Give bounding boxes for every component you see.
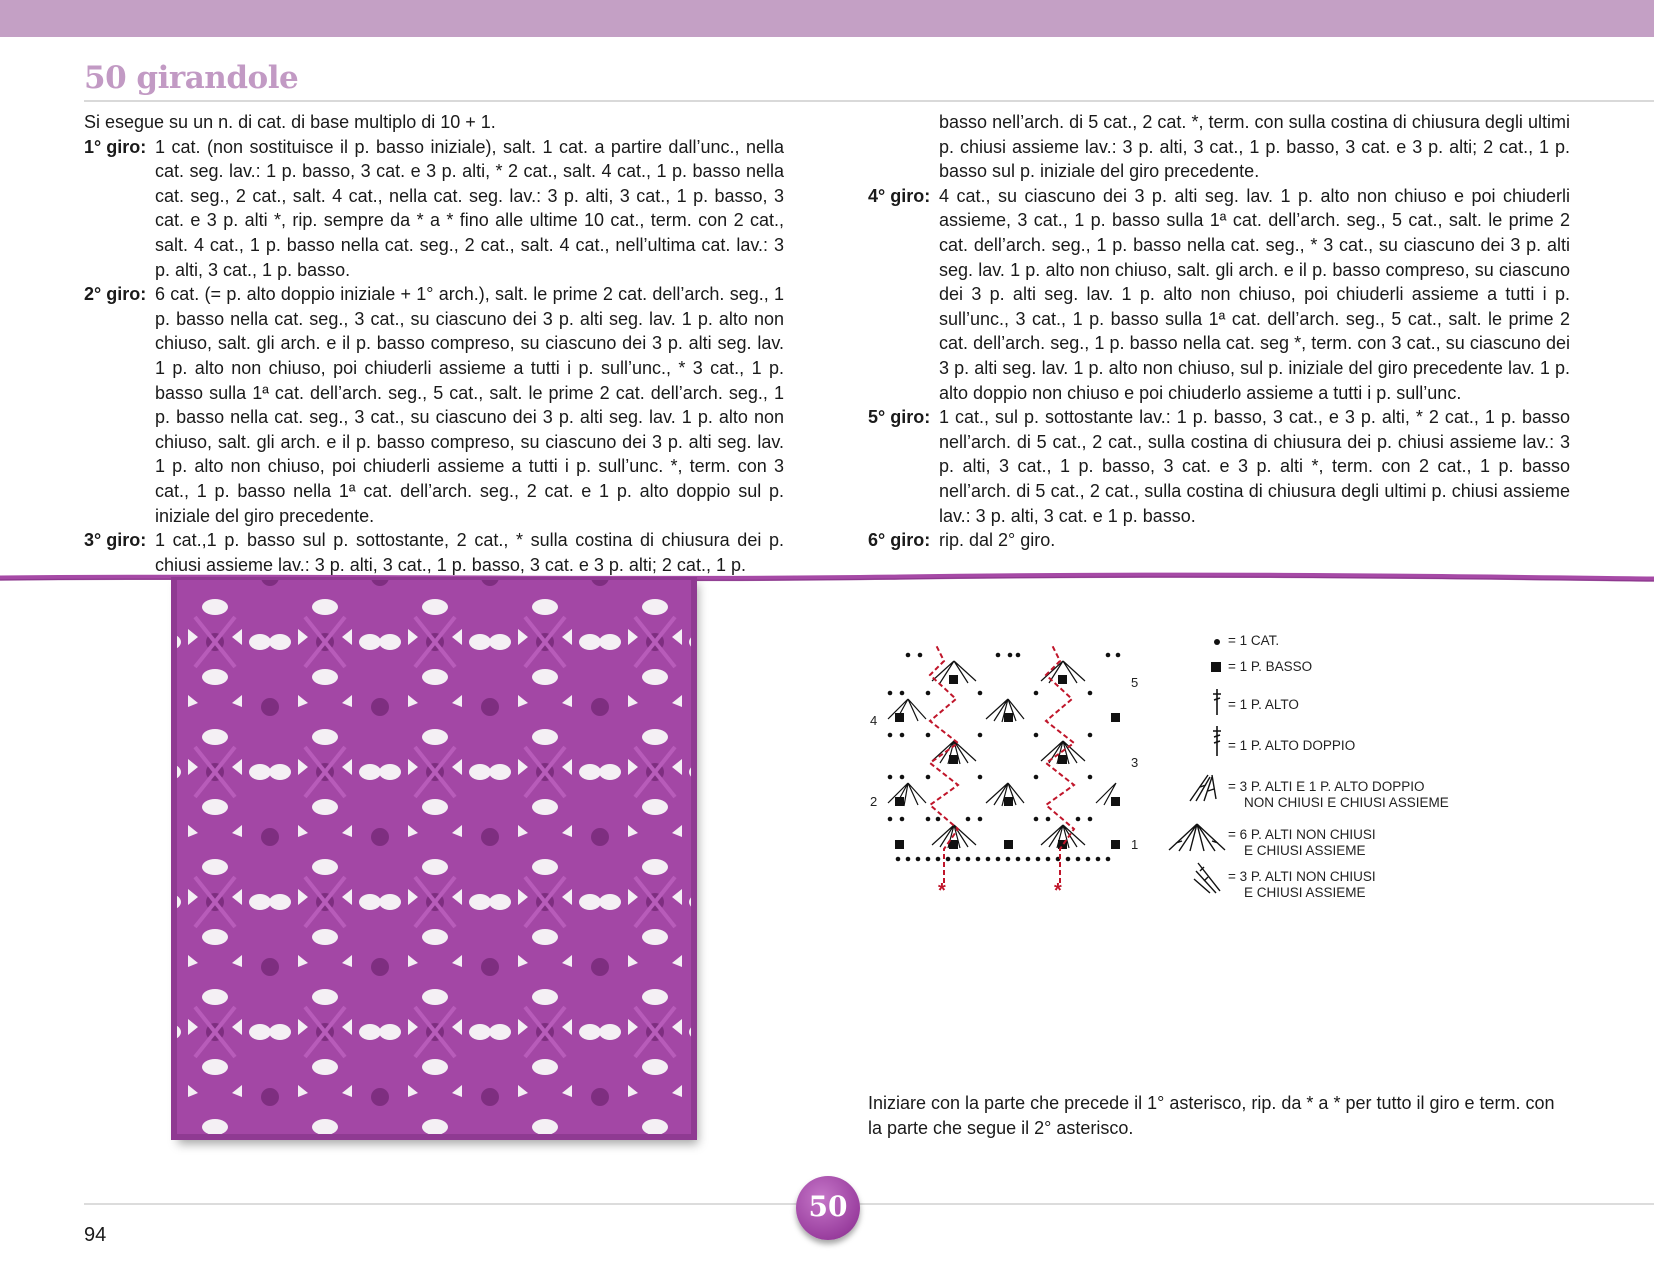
chain-icon bbox=[1212, 637, 1222, 647]
row-number-5: 5 bbox=[1131, 675, 1138, 690]
row-number-3: 3 bbox=[1131, 755, 1138, 770]
top-color-band bbox=[0, 0, 1654, 37]
cluster-3-icon bbox=[1192, 861, 1224, 895]
cluster-3-1-icon bbox=[1186, 771, 1226, 803]
double-crochet-icon bbox=[1211, 687, 1223, 717]
round-label: 2° giro: bbox=[84, 284, 147, 305]
round-3-continuation: basso nell’arch. di 5 cat., 2 cat. *, term. con sulla costina di chiusura degli ultimi p. chiusi assieme lav.: 3 p. alti, 3 cat., 1 p. basso, 3 cat. e 3 p. alti; 2 cat., 1 p. basso sul p. iniziale del giro precedente. bbox=[939, 112, 1570, 182]
round-2 bbox=[84, 282, 784, 528]
footer-divider bbox=[84, 1203, 1654, 1205]
cluster-6-icon bbox=[1166, 821, 1228, 853]
instructions-right-column bbox=[868, 110, 1570, 553]
badge-number: 50 bbox=[808, 1190, 848, 1223]
round-text: rip. dal 2° giro. bbox=[939, 530, 1056, 551]
intro-text: Si esegue su un n. di cat. di base multiplo di 10 + 1. bbox=[84, 112, 496, 132]
crochet-chart bbox=[868, 635, 1138, 895]
chart-note: Iniziare con la parte che precede il 1° asterisco, rip. da * a * per tutto il giro e term. con la parte che segue il 2° asterisco. bbox=[868, 1093, 1555, 1138]
title-divider bbox=[84, 100, 1654, 102]
round-text: 6 cat. (= p. alto doppio iniziale + 1° arch.), salt. le prime 2 cat. dell’arch. seg., 1 p. basso nella cat. seg., 3 cat., su ciascuno dei 3 p. alti seg. lav. 1 p. alto non chiuso, salt. gli arch. e il p. basso compreso, su ciascuno dei 3 p. alti seg. lav. 1 p. alto non chiuso, poi chiuderli assieme a tutti i p. sull’unc., * 3 cat., 1 p. basso sulla 1ª cat. dell’arch. seg., 5 cat., salt. le prime 2 cat. dell’arch. seg., 1 p. basso nella cat. seg., 3 cat., su ciascuno dei 3 p. alti seg. lav. 1 p. alto non chiuso, salt. gli arch. e il p. basso compreso, su ciascuno dei 3 p. alti seg. lav. 1 p. alto non chiuso, poi chiuderli assieme a tutti i p. sull’unc. *, term. con 3 cat., 1 p. basso nella 1ª cat. dell’arch. seg., 2 cat. e 1 p. alto doppio sul p. iniziale del giro precedente. bbox=[155, 284, 784, 526]
row-number-1: 1 bbox=[1131, 837, 1138, 852]
round-label: 1° giro: bbox=[84, 136, 147, 157]
single-crochet-icon bbox=[1210, 661, 1222, 673]
round-3 bbox=[84, 528, 784, 577]
round-5 bbox=[868, 405, 1570, 528]
repeat-asterisk: * bbox=[938, 880, 946, 895]
round-text: 1 cat., sul p. sottostante lav.: 1 p. basso, 3 cat., e 3 p. alti, * 2 cat., 1 p. basso nell’arch. di 5 cat., 2 cat., sulla costina di chiusura dei p. chiusi assieme lav.: 3 p. alti, 3 cat., 1 p. basso, 3 cat. e 3 p. alti *, term. con 2 cat., 1 p. basso nell’arch. di 5 cat., 2 cat., sulla costina di chiusura degli ultimi p. chiusi assieme lav.: 3 p. alti, 3 cat. e 1 p. basso. bbox=[939, 407, 1570, 526]
yarn-ball-badge bbox=[796, 1176, 860, 1240]
page-title: 50 girandole bbox=[84, 60, 299, 96]
round-label: 3° giro: bbox=[84, 530, 147, 551]
row-number-4: 4 bbox=[870, 713, 878, 728]
page-number: 94 bbox=[84, 1224, 107, 1246]
round-text: 1 cat. (non sostituisce il p. basso iniziale), salt. 1 cat. a partire dall’unc., nella cat. seg. lav.: 1 p. basso, 3 cat. e 3 p. alti, * 2 cat., salt. 4 cat., 1 p. basso nella cat. seg., 2 cat., salt. 4 cat., nella cat. seg. lav.: 3 p. alti, 3 cat., 1 p. basso, 3 cat. e 3 p. alti *, rip. sempre da * a * fino alle ultime 10 cat., term. con 2 cat., salt. 4 cat., 1 p. basso nella cat. seg., 2 cat., salt. 4 cat., nell’ultima cat. lav.: 3 p. alti, 3 cat., 1 p. basso. bbox=[155, 136, 784, 280]
round-1 bbox=[84, 135, 784, 283]
repeat-asterisk: * bbox=[1054, 880, 1062, 895]
round-6 bbox=[868, 528, 1570, 553]
round-4 bbox=[868, 184, 1570, 405]
round-label: 4° giro: bbox=[868, 185, 931, 206]
round-label: 5° giro: bbox=[868, 407, 931, 428]
crochet-swatch-photo bbox=[160, 577, 710, 1157]
row-number-2: 2 bbox=[870, 794, 878, 809]
round-text: 1 cat.,1 p. basso sul p. sottostante, 2 cat., * sulla costina di chiusura dei p. chiusi assieme lav.: 3 p. alti, 3 cat., 1 p. basso, 3 cat. e 3 p. alti; 2 cat., 1 p. bbox=[155, 530, 784, 575]
round-label: 6° giro: bbox=[868, 530, 931, 551]
instructions-left-column bbox=[84, 110, 784, 577]
treble-crochet-icon bbox=[1211, 724, 1223, 758]
round-text: 4 cat., su ciascuno dei 3 p. alti seg. lav. 1 p. alto non chiuso e poi chiuderli assieme, 3 cat., 1 p. basso sulla 1ª cat. dell’arch. seg., 5 cat., salt. le prime 2 cat. dell’arch. seg., 1 p. basso nella cat. seg., * 3 cat., su ciascuno dei 3 p. alti seg. lav. 1 p. alto non chiuso, salt. gli arch. e il p. basso compreso, su ciascuno dei 3 p. alti seg. lav. 1 p. alto non chiuso, poi chiuderli assieme a tutti i p. sull’unc., 3 cat., 1 p. basso sulla 1ª cat. dell’arch. seg., 5 cat., salt. le prime 2 cat. dell’arch. seg., 1 p. basso nella cat. seg *, term. con 3 cat., su ciascuno dei 3 p. alti seg. lav. 1 p. alto non chiuso, sul p. iniziale del giro precedente lav. 1 p. alto doppio non chiuso e poi chiuderlo assieme a tutti i p. sull’unc. bbox=[939, 185, 1570, 403]
